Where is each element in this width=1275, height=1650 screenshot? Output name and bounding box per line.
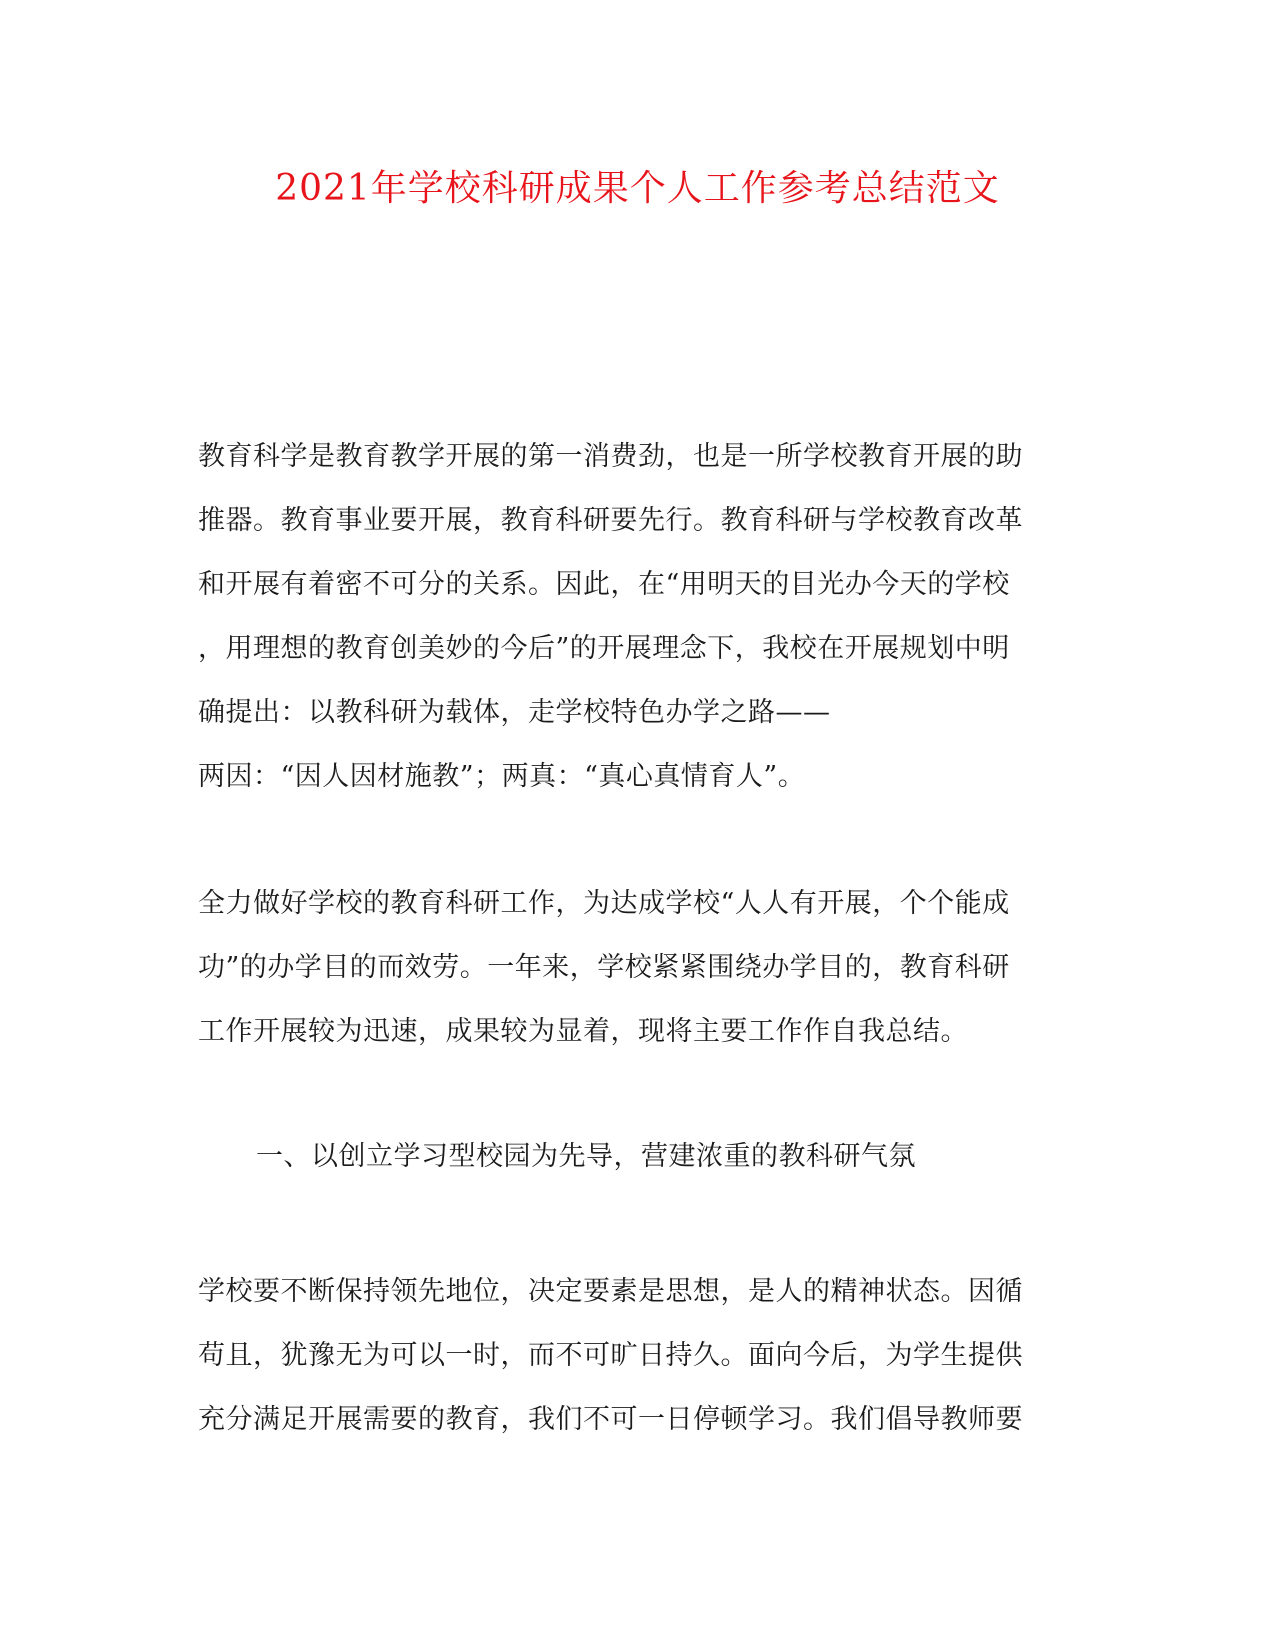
paragraph-line: 推器。教育事业要开展，教育科研要先行。教育科研与学校教育改革 [198,505,1023,536]
paragraph-line: 全力做好学校的教育科研工作，为达成学校“人人有开展，个个能成 [198,888,1010,919]
section-heading [256,1125,1136,1189]
paragraph-section-body [198,1260,1078,1452]
paragraph-line: 确提出：以教科研为载体，走学校特色办学之路—— [198,697,831,728]
paragraph-line: 工作开展较为迅速，成果较为显着，现将主要工作作自我总结。 [198,1016,968,1047]
paragraph-line: 教育科学是教育教学开展的第一消费劲，也是一所学校教育开展的助 [198,441,1023,472]
paragraph-line: 两因：“因人因材施教”；两真：“真心真情育人”。 [198,761,806,792]
paragraph-line: 功”的办学目的而效劳。一年来，学校紧紧围绕办学目的，教育科研 [198,952,1010,983]
section-heading-text: 一、以创立学习型校园为先导，营建浓重的教科研气氛 [256,1141,916,1172]
paragraph-line: 充分满足开展需要的教育，我们不可一日停顿学习。我们倡导教师要 [198,1404,1023,1435]
paragraph-summary [198,872,1078,1064]
paragraph-intro [198,425,1078,809]
paragraph-line: 和开展有着密不可分的关系。因此，在“用明天的目光办今天的学校 [198,569,1010,600]
document-title: 2021年学校科研成果个人工作参考总结范文 [275,168,1000,209]
paragraph-line: 苟且，犹豫无为可以一时，而不可旷日持久。面向今后，为学生提供 [198,1340,1023,1371]
paragraph-line: ，用理想的教育创美妙的今后”的开展理念下，我校在开展规划中明 [198,633,1010,664]
paragraph-line: 学校要不断保持领先地位，决定要素是思想，是人的精神状态。因循 [198,1276,1023,1307]
